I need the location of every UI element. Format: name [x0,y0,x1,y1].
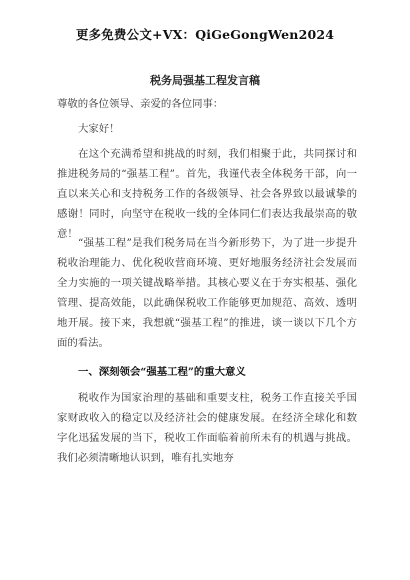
salutation: 尊敬的各位领导、亲爱的各位同事： [57,98,224,110]
section-paragraph: 税收作为国家治理的基础和重要支柱，税务工作直接关乎国家财政收入的稳定以及经济社会的健康发展。在经济全球化和数字化迅猛发展的当下，税收工作面临着前所未有的机遇与挑战。我们必须清晰地认识到，唯有扎实地夯 [57,392,357,464]
greeting: 大家好！ [78,123,120,135]
paragraph-overview: “强基工程”是我们税务局在当今新形势下，为了进一步提升税收治理能力、优化税收营商环境、更好地服务经济社会发展而全力实施的一项关键战略举措。其核心要义在于夯实根基、强化管理、提高效能，以此确保税收工作能够更加规范、高效、透明地开展。接下来，我想就“强基工程”的推进，谈一谈以下几个方面的看法。 [57,237,357,349]
document-title: 税务局强基工程发言稿 [150,74,260,87]
paragraph-intro: 在这个充满希望和挑战的时刻，我们相聚于此，共同探讨和推进税务局的“强基工程”。首先，我谨代表全体税务干部，向一直以来关心和支持税务工作的各级领导、社会各界致以最诚挚的感谢！同时，向坚守在税收一线的全体同仁们表达我最崇高的敬意！ [57,148,357,240]
section-heading: 一、深刻领会“强基工程”的重大意义 [78,366,246,378]
watermark-banner: 更多免费公文+VX：QiGeGongWen2024 [75,27,335,42]
